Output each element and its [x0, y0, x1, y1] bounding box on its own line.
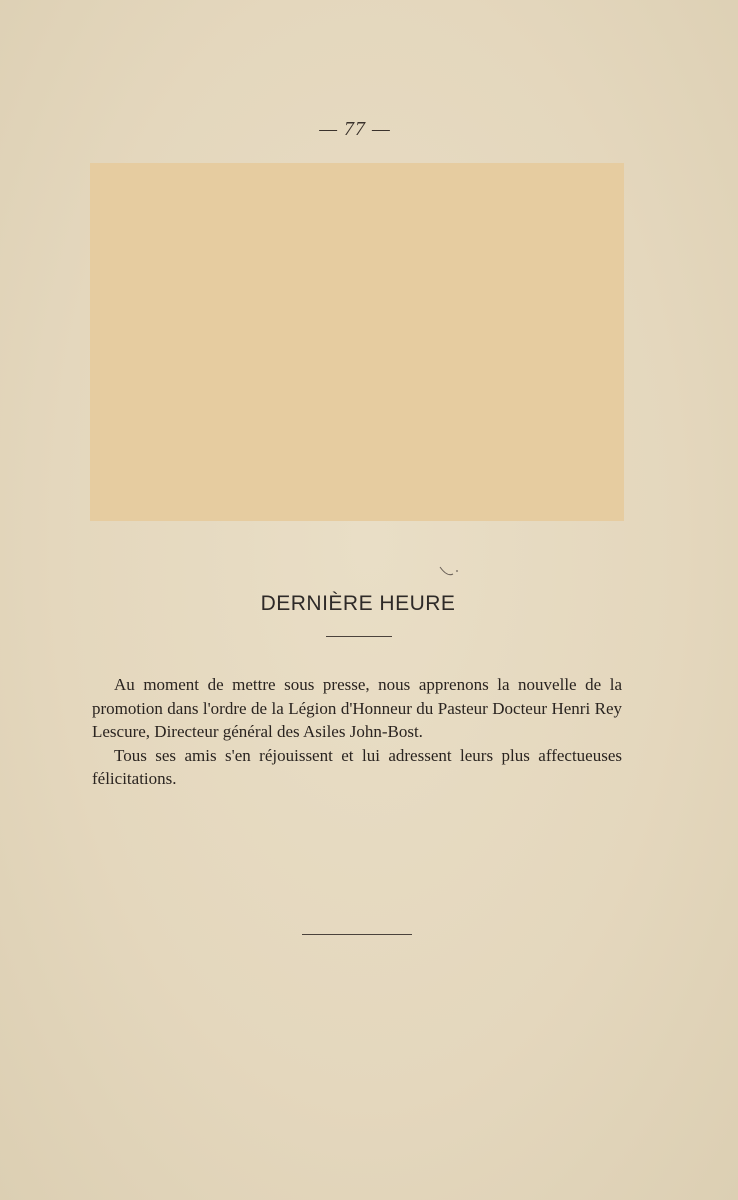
page-number: — 77 —	[319, 118, 391, 140]
heading-divider	[326, 636, 392, 637]
paragraph-announcement: Au moment de mettre sous presse, nous apprenons la nouvelle de la promotion dans l'ordre de la Légion d'Honneur du Pasteur Docteur Henri Rey Lescure, Directeur général des Asiles John-Bost.	[92, 675, 622, 741]
article-body	[92, 673, 622, 791]
redacted-block	[90, 163, 624, 521]
paragraph-congratulations: Tous ses amis s'en réjouissent et lui adressent leurs plus affectueuses félicitations.	[92, 745, 622, 788]
section-heading: DERNIÈRE HEURE	[260, 592, 456, 615]
end-divider	[302, 934, 412, 935]
flourish-ornament	[438, 563, 462, 581]
